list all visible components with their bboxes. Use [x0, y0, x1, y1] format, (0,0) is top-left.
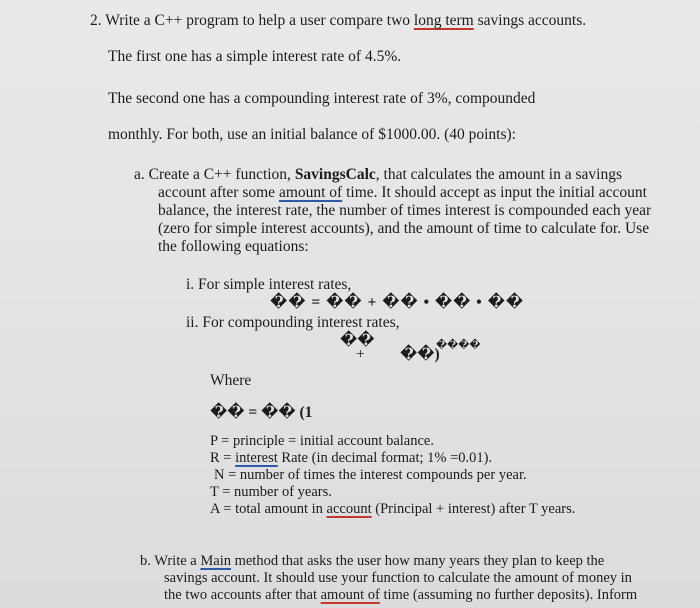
definition-n: N = number of times the interest compounds per year.	[214, 467, 527, 483]
where-label: Where	[210, 372, 252, 389]
part-b-line3-rest: time (assuming no further deposits). Inform	[379, 587, 638, 603]
question-text-end: savings accounts.	[477, 12, 587, 29]
question-text: 2. Write a C++ program to help a user compare two	[90, 12, 411, 29]
part-b-line1-rest: method that asks the user how many years they plan to keep the	[230, 553, 605, 569]
part-a-line5: the following equations:	[158, 238, 309, 255]
compound-interest-label: ii. For compounding interest rates,	[186, 314, 400, 331]
part-a-line1	[134, 166, 622, 184]
question-header	[90, 12, 586, 30]
part-b-line3-prefix: the two accounts after that	[164, 587, 321, 603]
definition-r	[210, 449, 492, 467]
simple-interest-label: i. For simple interest rates,	[186, 276, 352, 293]
first-account-text: The first one has a simple interest rate of 4.5%.	[108, 48, 402, 65]
long-term-text: long term	[413, 12, 474, 29]
definition-p: P = principle = initial account balance.	[210, 433, 434, 449]
part-b-line1	[140, 552, 604, 570]
part-a-text: a. Create a C++ function,	[134, 166, 295, 183]
definition-r-prefix: R =	[210, 450, 236, 466]
compound-formula-top: ��	[340, 332, 375, 349]
interest-link: interest	[235, 450, 278, 466]
where-formula: �� = �� (1	[210, 404, 313, 421]
main-link: Main	[200, 553, 231, 569]
part-a-line3: balance, the interest rate, the number of times interest is compounded each year	[158, 202, 652, 219]
initial-balance-text: monthly. For both, use an initial balance of $1000.00. (40 points):	[108, 126, 516, 143]
part-a-line2	[158, 184, 647, 202]
second-account-text: The second one has a compounding interest rate of 3%, compounded	[108, 90, 536, 107]
part-a-line2-end: time. It should accept as input the initial account	[342, 184, 647, 201]
part-b-prefix: b. Write a	[140, 553, 201, 569]
part-b-line3	[164, 586, 637, 604]
compound-formula-exponent: ����	[436, 340, 481, 351]
amount-of-link: amount of	[278, 184, 343, 201]
part-a-text-end: , that calculates the amount in a savings	[375, 166, 622, 183]
compound-formula-right: ��)	[400, 346, 440, 363]
account-link: account	[326, 501, 372, 517]
part-b-amount-of-link: amount of	[320, 587, 380, 603]
definition-a-rest: (Principal + interest) after T years.	[371, 501, 576, 517]
definition-a-prefix: A = total amount in	[210, 501, 327, 517]
part-a-line2-start: account after some	[158, 184, 279, 201]
simple-interest-formula: �� = �� + �� • �� • ��	[270, 294, 525, 311]
definition-a	[210, 500, 575, 518]
function-name: SavingsCalc	[294, 166, 376, 183]
part-a-line4: (zero for simple interest accounts), and the amount of time to calculate for. Use	[158, 220, 650, 237]
part-b-line2: savings account. It should use your function to calculate the amount of money in	[164, 570, 632, 586]
definition-t: T = number of years.	[210, 484, 332, 500]
definition-r-rest: Rate (in decimal format; 1% =0.01).	[277, 450, 493, 466]
compound-formula-plus: +	[356, 346, 365, 363]
